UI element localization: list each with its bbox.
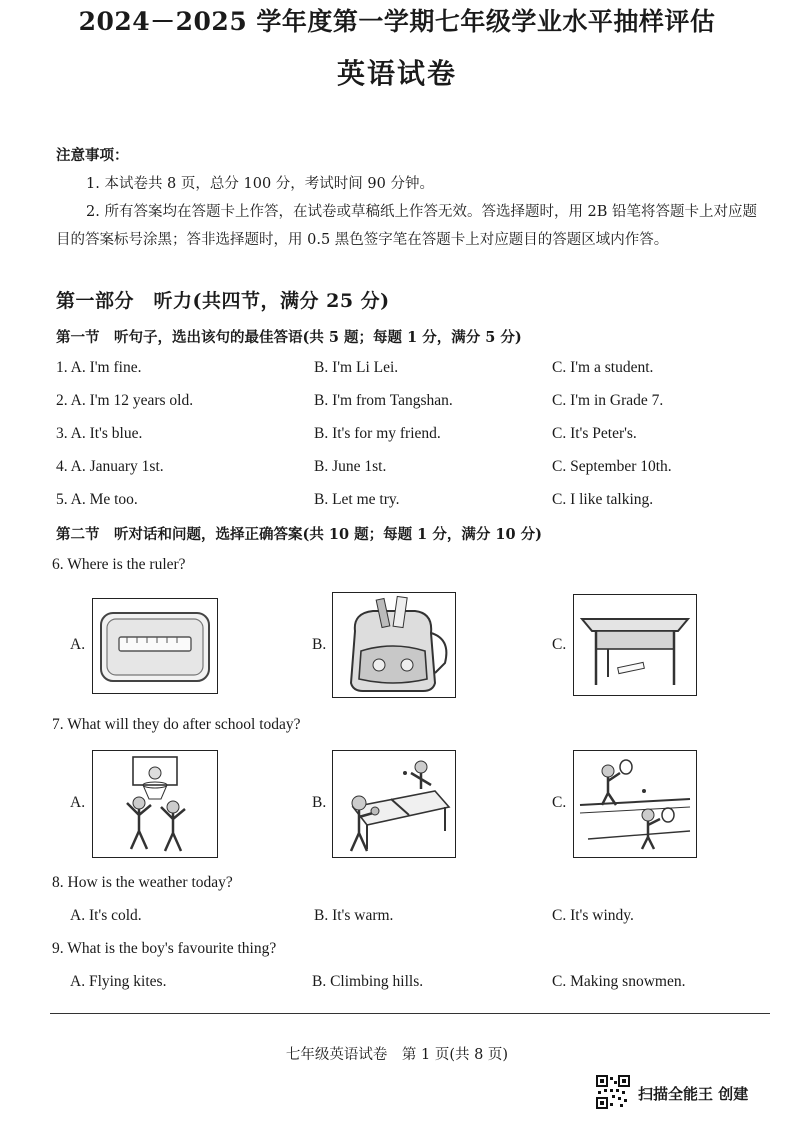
option-b: B. Let me try. bbox=[314, 491, 400, 508]
question-row bbox=[56, 458, 756, 482]
option-b: B. I'm Li Lei. bbox=[314, 359, 399, 376]
option-a: 2. A. I'm 12 years old. bbox=[56, 392, 194, 409]
tennis-drawing bbox=[574, 751, 696, 857]
question-row bbox=[56, 359, 756, 383]
desk-drawing bbox=[574, 595, 696, 695]
option-a: 3. A. It's blue. bbox=[56, 425, 143, 442]
question-row bbox=[56, 392, 756, 416]
picture-letter-b: B. bbox=[312, 636, 327, 653]
picture-letter-c: C. bbox=[552, 636, 567, 653]
exam-subtitle: 英语试卷 bbox=[336, 57, 457, 90]
notes-item-2: 2. 所有答案均在答题卡上作答，在试卷或草稿纸上作答无效。答选择题时，用 2B 铅笔将答题卡上对应题目的答案标号涂黑；答非选择题时，用 0.5 黑色签字笔在答题卡上对应题目的答题区域内作答。 bbox=[56, 204, 758, 248]
pencil-box-picture bbox=[92, 598, 218, 694]
ping-pong-drawing bbox=[333, 751, 455, 857]
option-b: B. It's for my friend. bbox=[314, 425, 441, 442]
question-9-text: 9. What is the boy's favourite thing? bbox=[52, 940, 277, 957]
section-1-title: 第一节 听句子，选出该句的最佳答语(共 5 题；每题 1 分，满分 5 分) bbox=[56, 329, 522, 346]
picture-letter-c: C. bbox=[552, 794, 567, 811]
part-1-title: 第一部分 听力(共四节，满分 25 分) bbox=[56, 290, 390, 312]
page-footer: 七年级英语试卷 第 1 页(共 8 页) bbox=[285, 1047, 509, 1063]
option-c: C. I like talking. bbox=[552, 491, 654, 508]
schoolbag-drawing bbox=[333, 593, 455, 697]
option-b: B. It's warm. bbox=[314, 907, 394, 924]
desk-picture bbox=[573, 594, 697, 696]
option-c: C. September 10th. bbox=[552, 458, 672, 475]
option-c: C. I'm in Grade 7. bbox=[552, 392, 664, 409]
question-row bbox=[56, 425, 756, 449]
section-2-title: 第二节 听对话和问题，选择正确答案(共 10 题；每题 1 分，满分 10 分) bbox=[56, 526, 542, 543]
qr-code-icon bbox=[596, 1075, 630, 1109]
option-c: C. It's windy. bbox=[552, 907, 634, 924]
option-b: B. I'm from Tangshan. bbox=[314, 392, 453, 409]
pencil-box-drawing bbox=[93, 599, 217, 693]
picture-letter-b: B. bbox=[312, 794, 327, 811]
question-8-options bbox=[70, 907, 770, 931]
option-c: C. Making snowmen. bbox=[552, 973, 686, 990]
exam-title: 2024－2025 学年度第一学期七年级学业水平抽样评估 bbox=[78, 7, 716, 36]
question-6-pictures bbox=[0, 592, 794, 704]
ping-pong-picture bbox=[332, 750, 456, 858]
option-b: B. Climbing hills. bbox=[312, 973, 424, 990]
question-6-text: 6. Where is the ruler? bbox=[52, 556, 186, 573]
basketball-picture bbox=[92, 750, 218, 858]
watermark-text: 扫描全能王 创建 bbox=[638, 1085, 749, 1103]
schoolbag-picture bbox=[332, 592, 456, 698]
option-c: C. It's Peter's. bbox=[552, 425, 637, 442]
picture-letter-a: A. bbox=[70, 636, 86, 653]
notes-heading: 注意事项： bbox=[56, 147, 129, 164]
question-9-options bbox=[70, 973, 770, 997]
option-a: A. Flying kites. bbox=[70, 973, 167, 990]
option-b: B. June 1st. bbox=[314, 458, 387, 475]
option-a: 4. A. January 1st. bbox=[56, 458, 164, 475]
scanner-watermark bbox=[596, 1075, 776, 1109]
question-7-text: 7. What will they do after school today? bbox=[52, 716, 301, 733]
option-a: 5. A. Me too. bbox=[56, 491, 138, 508]
notes-item-1: 1. 本试卷共 8 页，总分 100 分，考试时间 90 分钟。 bbox=[86, 176, 434, 192]
footer-divider bbox=[50, 1013, 770, 1014]
notes-block bbox=[56, 142, 766, 254]
question-7-pictures bbox=[0, 748, 794, 860]
question-8-text: 8. How is the weather today? bbox=[52, 874, 233, 891]
picture-letter-a: A. bbox=[70, 794, 86, 811]
tennis-picture bbox=[573, 750, 697, 858]
basketball-drawing bbox=[93, 751, 217, 857]
question-row bbox=[56, 491, 756, 515]
option-c: C. I'm a student. bbox=[552, 359, 654, 376]
option-a: 1. A. I'm fine. bbox=[56, 359, 142, 376]
option-a: A. It's cold. bbox=[70, 907, 142, 924]
